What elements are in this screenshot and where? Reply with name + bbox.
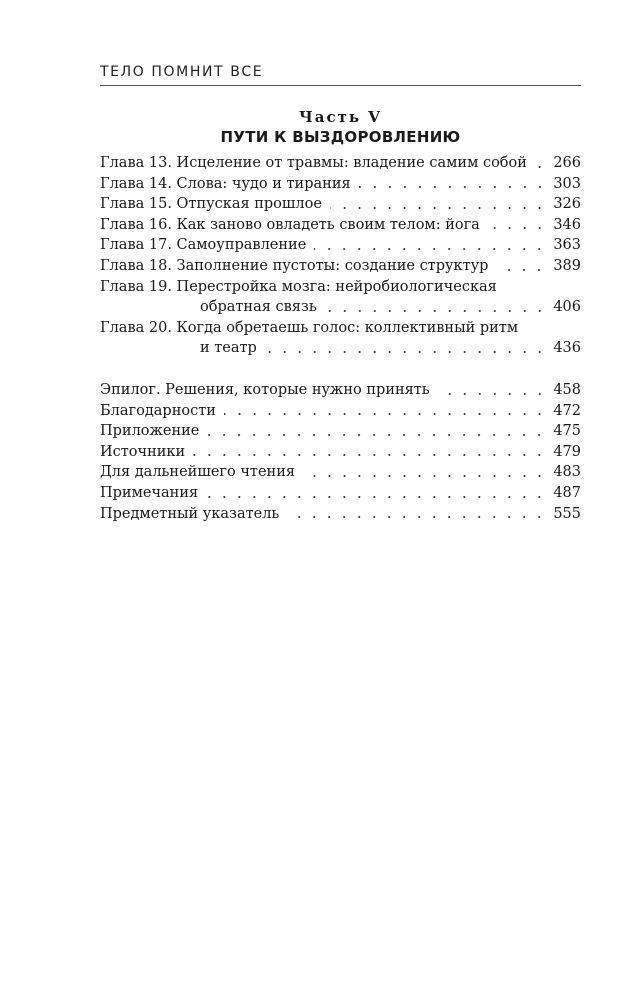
toc-entry-page: 389: [553, 257, 581, 274]
toc-entry-page: 487: [553, 484, 581, 501]
dot-leader: [359, 186, 547, 188]
toc-entry-page: 475: [553, 423, 581, 440]
toc-entry-title: Примечания: [100, 484, 199, 501]
toc-entry-title: Эпилог. Решения, которые нужно принять: [100, 382, 430, 398]
toc-entry-chapter-17[interactable]: [100, 235, 581, 256]
toc-entry-notes[interactable]: [100, 483, 581, 504]
toc-entry-page: 303: [553, 175, 581, 192]
dot-leader: [193, 454, 547, 456]
toc-entry-title-line1: Глава 19. Перестройка мозга: нейробиологическая: [100, 278, 497, 295]
toc-entry-chapter-15[interactable]: [100, 194, 581, 215]
toc-entry-page: 479: [553, 443, 581, 460]
toc-entry-page: 346: [553, 216, 581, 233]
dot-leader: [496, 269, 547, 271]
dot-leader: [325, 310, 547, 312]
toc-entry-page: 555: [553, 505, 581, 522]
toc-entry-page: 266: [553, 155, 581, 171]
toc-entry-sources[interactable]: [100, 442, 581, 463]
toc-entry-title: Для дальнейшего чтения: [100, 464, 296, 481]
dot-leader: [224, 413, 547, 415]
running-head: ТЕЛО ПОМНИТ ВСЕ: [100, 64, 264, 80]
chapter-list: [100, 153, 581, 359]
back-matter-list: [100, 380, 581, 524]
toc-entry-title: Глава 17. Самоуправление: [100, 237, 307, 254]
toc-entry-title: Глава 13. Исцеление от травмы: владение самим собой: [100, 155, 527, 171]
dot-leader: [287, 516, 547, 518]
dot-leader: [330, 207, 547, 209]
toc-entry-title: Глава 16. Как заново овладеть своим телом: йога: [100, 216, 480, 233]
toc-entry-title: и театр: [200, 340, 257, 357]
toc-entry-acknowledgements[interactable]: [100, 401, 581, 422]
toc-entry-title: Глава 18. Заполнение пустоты: создание структур: [100, 257, 489, 274]
toc-entry-page: 363: [553, 237, 581, 254]
toc-entry-chapter-13[interactable]: [100, 153, 581, 174]
toc-entry-page: 472: [553, 402, 581, 419]
toc-entry-index[interactable]: [100, 504, 581, 525]
toc-entry-chapter-20[interactable]: [100, 318, 581, 359]
toc-entry-page: 326: [553, 196, 581, 213]
toc-entry-title: Предметный указатель: [100, 505, 280, 522]
dot-leader: [314, 248, 547, 250]
header-rule: [100, 85, 581, 86]
toc-entry-chapter-18[interactable]: [100, 256, 581, 277]
part-title: ПУТИ К ВЫЗДОРОВЛЕНИЮ: [220, 128, 461, 146]
toc-entry-appendix[interactable]: [100, 421, 581, 442]
toc-entry-title: Приложение: [100, 423, 200, 440]
part-label: Часть V: [299, 108, 382, 126]
toc-entry-page: 483: [553, 464, 581, 481]
toc-entry-title-line1: Глава 20. Когда обретаешь голос: коллективный ритм: [100, 319, 519, 336]
toc-entry-epilogue[interactable]: [100, 380, 581, 401]
dot-leader: [488, 227, 547, 229]
toc-entry-title: Глава 14. Слова: чудо и тирания: [100, 175, 351, 192]
toc-entry-continuation: [100, 297, 581, 318]
toc-entry-page: 436: [553, 340, 581, 357]
toc-entry-title: Источники: [100, 443, 186, 460]
toc-entry-page: 458: [553, 382, 581, 398]
dot-leader: [265, 351, 547, 353]
dot-leader: [207, 434, 547, 436]
toc-entry-title: Благодарности: [100, 402, 216, 419]
toc-entry-chapter-14[interactable]: [100, 174, 581, 195]
toc-entry-title: обратная связь: [200, 299, 317, 316]
toc-entry-further-reading[interactable]: [100, 462, 581, 483]
dot-leader: [535, 166, 547, 168]
toc-entry-title: Глава 15. Отпуская прошлое: [100, 196, 322, 213]
dot-leader: [438, 393, 547, 395]
toc-entry-chapter-16[interactable]: [100, 215, 581, 236]
toc-entry-page: 406: [553, 299, 581, 316]
toc-entry-chapter-19[interactable]: [100, 277, 581, 318]
toc-entry-continuation: [100, 338, 581, 359]
dot-leader: [303, 475, 547, 477]
dot-leader: [206, 496, 547, 498]
